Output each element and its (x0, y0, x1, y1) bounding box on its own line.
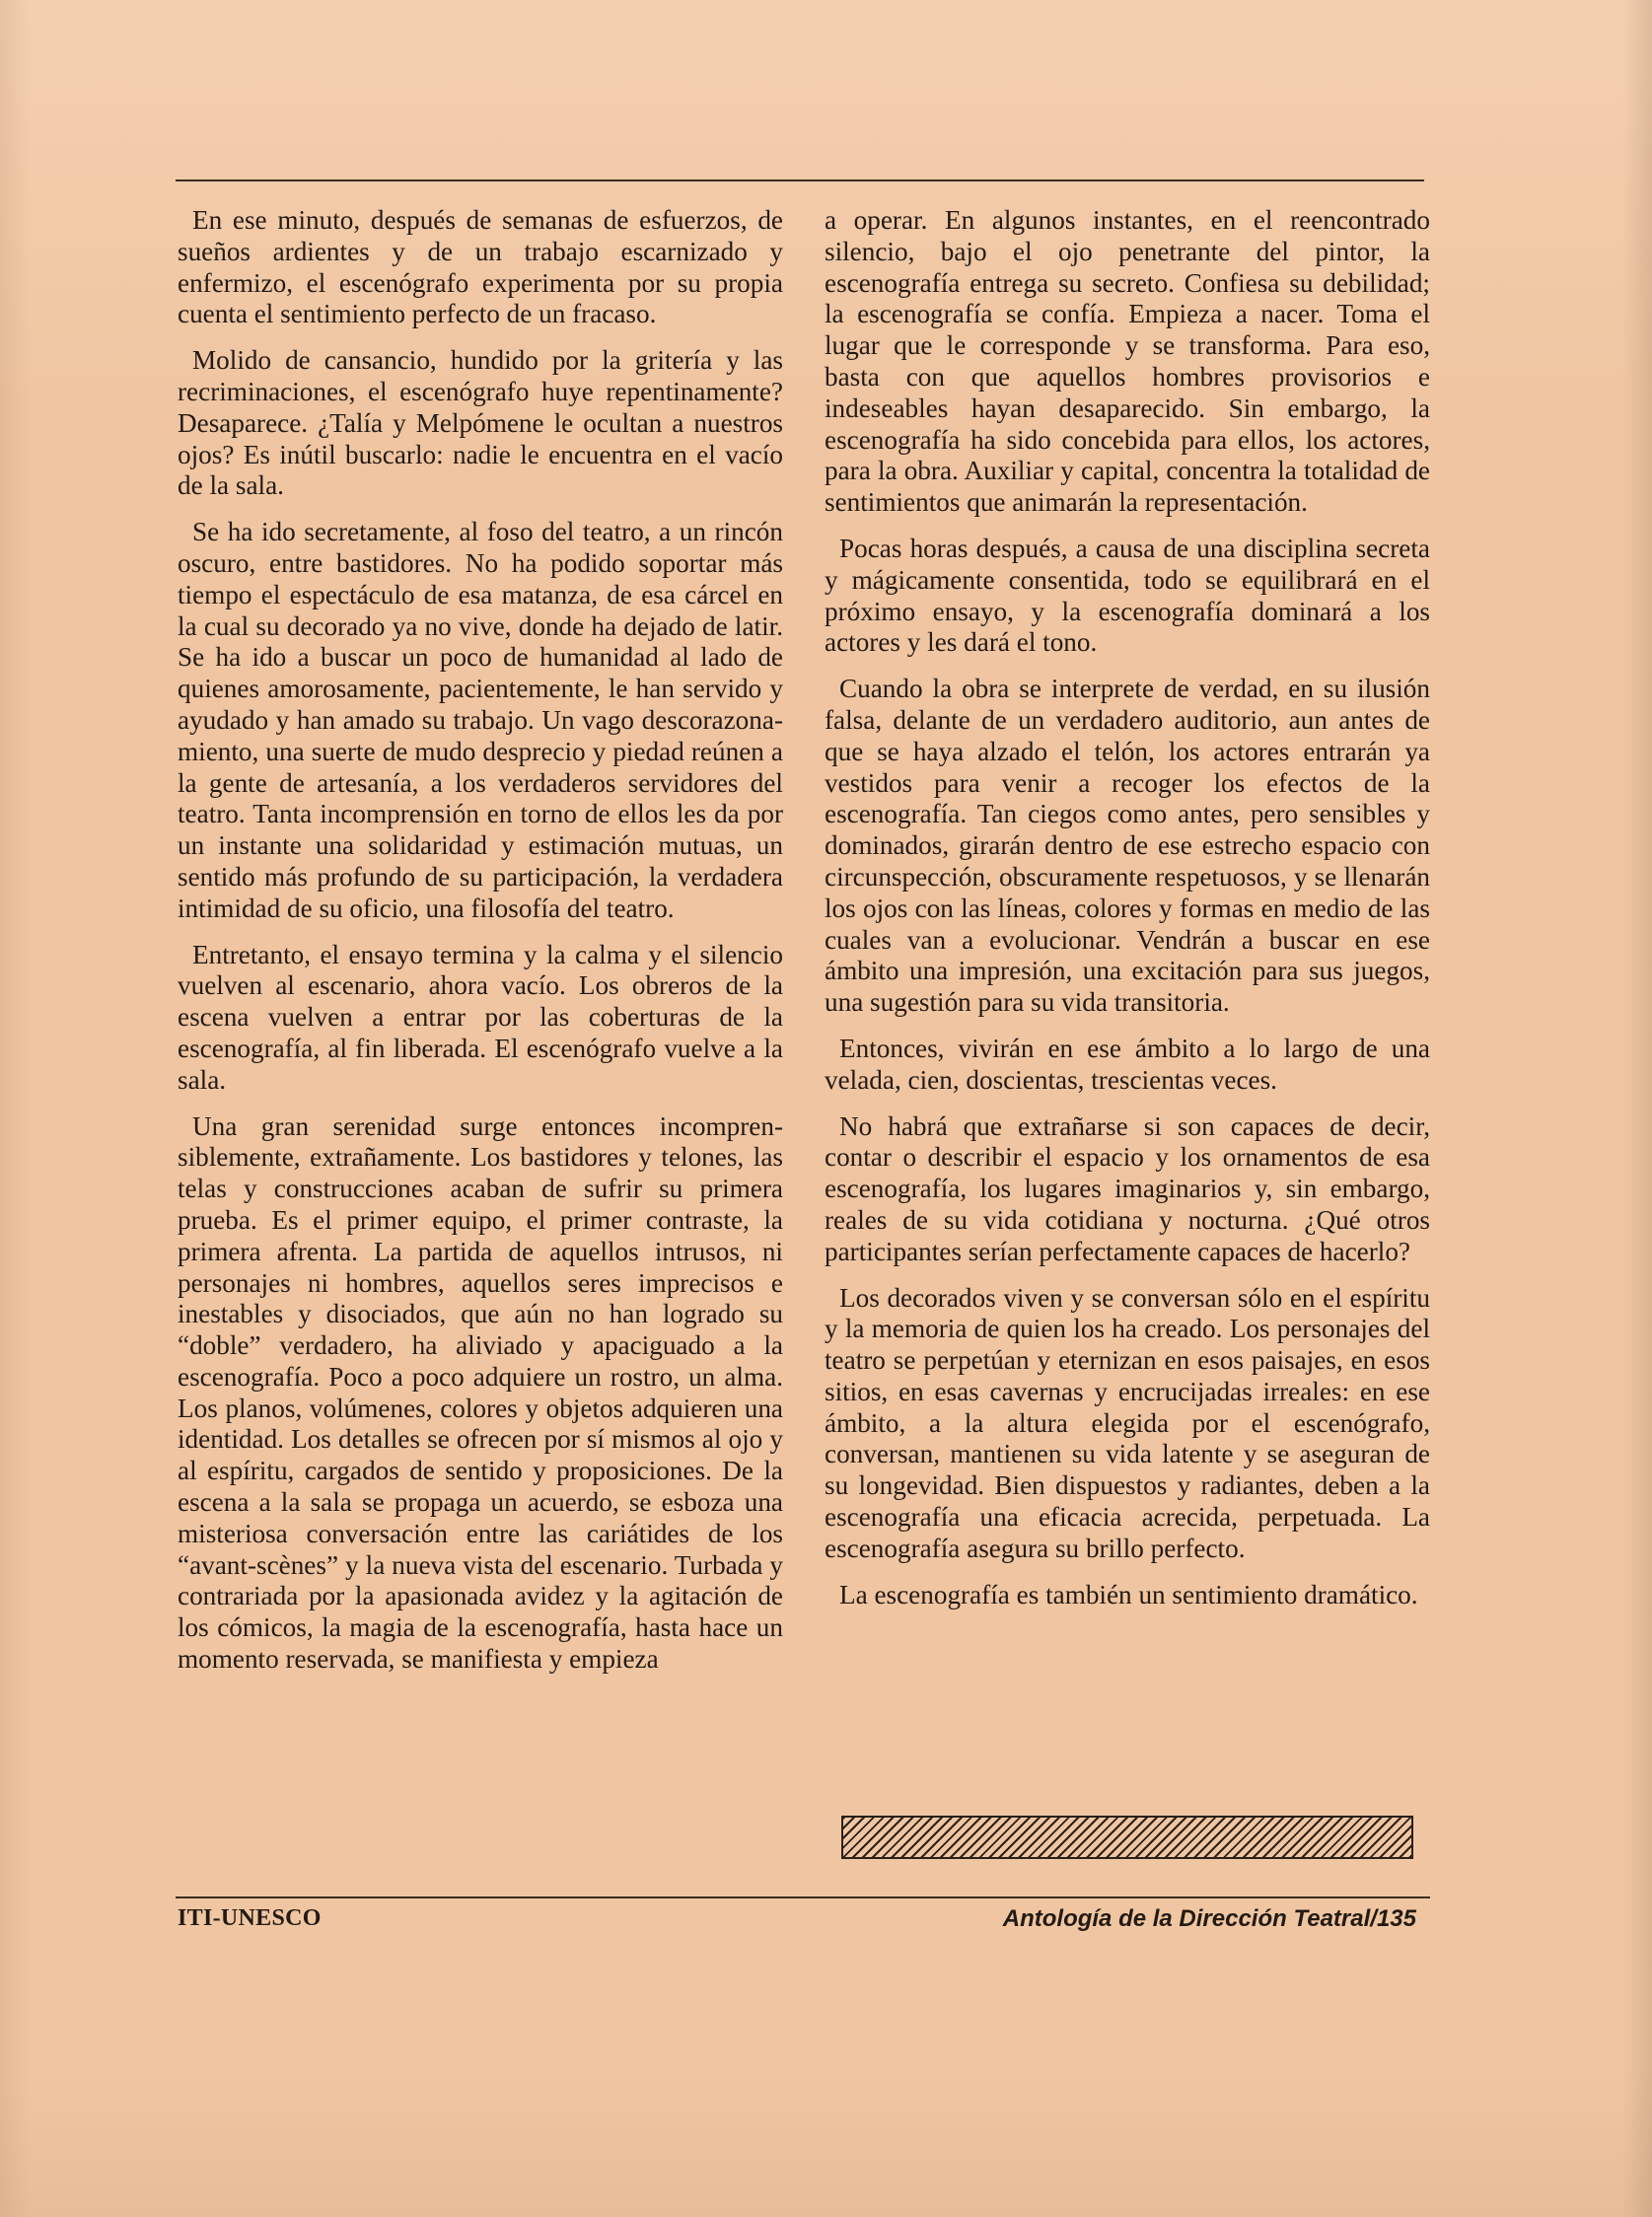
paragraph: En ese minuto, después de semanas de esfuerzos, de sueños ardientes y de un trabajo escarnizado y enfermizo, el escenógrafo experimenta por su propia cuenta el sentimiento perfecto de un fracaso. (178, 205, 783, 329)
paragraph: Entonces, vivirán en ese ámbito a lo largo de una velada, cien, doscientas, trescientas veces. (825, 1033, 1430, 1095)
footer-rule (176, 1896, 1430, 1898)
paragraph: Pocas horas después, a causa de una disciplina secreta y mágicamente consentida, todo se equilibrará en el próximo ensayo, y la escenografía dominará a los actores y les dará el tono. (825, 533, 1430, 658)
paragraph: La escenografía es también un sentimiento dramático. (839, 1579, 1418, 1609)
end-of-article-hatch-bar (841, 1816, 1413, 1859)
top-rule (176, 179, 1424, 181)
paragraph: Los decorados viven y se conversan sólo en el espíritu y la memoria de quien los ha creado. Los personajes del teatro se perpetúan y eternizan en esos paisajes, en esos sitios, en esas cavernas y encrucijadas irreales: en ese ámbito, a la altura elegida por el escenógrafo, conversan, mantienen su vida latente y se aseguran de su longevidad. Bien dispuestos y radiantes, deben a la escenografía una eficacia acrecida, perpetuada. La escenografía asegura su brillo perfecto. (825, 1282, 1430, 1563)
paragraph: Una gran serenidad surge entonces incomprensiblemente, extrañamente. Los bastidores y telones, las telas y construcciones acaban de sufrir su primera prueba. Es el primer equipo, el primer contraste, la primera afrenta. La partida de aquellos intrusos, ni personajes ni hombres, aquellos seres imprecisos e inestables y disociados, que aún no han logrado su “doble” verdadero, ha aliviado y apaciguado a la escenografía. Poco a poco adquiere un rostro, un alma. Los planos, volúmenes, colores y objetos adquieren una identidad. Los detalles se ofrecen por sí mismos al ojo y al espíritu, cargados de sentido y proposiciones. De la escena a la sala se propaga un acuerdo, se esboza una misteriosa conversación entre las cariátides de los “avant-scènes” y la nueva vista del escenario. Turbada y contrariada por la apasionada avidez y la agitación de los cómicos, la magia de la escenografía, hasta hace un momento reservada, se manifiesta y empieza (178, 1110, 783, 1675)
footer-publisher: ITI-UNESCO (178, 1905, 322, 1931)
left-column (178, 205, 783, 1690)
paragraph: Entretanto, el ensayo termina y la calma y el silencio vuelven al escenario, ahora vacío. Los obreros de la escena vuelven a entrar por las coberturas de la escenografía, al fin liberada. El escenógrafo vuelve a la sala. (178, 939, 783, 1095)
paragraph: Molido de cansancio, hundido por la gritería y las recriminaciones, el escenógrafo huye repentinamente? Desaparece. ¿Talía y Melpómene le ocultan a nuestros ojos? Es inútil buscarlo: nadie le encuentra en el vacío de la sala. (178, 345, 783, 501)
paragraph: a operar. En algunos instantes, en el reencontrado silencio, bajo el ojo penetrante del pintor, la escenografía entrega su secreto. Confiesa su debilidad; la escenografía se confía. Empieza a nacer. Toma el lugar que le corresponde y se transforma. Para eso, basta con que aquellos hombres provisorios e indeseables hayan desaparecido. Sin embargo, la escenografía ha sido concebida para ellos, los actores, para la obra. Auxiliar y capital, concentra la totalidad de sentimientos que animarán la representación. (825, 205, 1430, 518)
paragraph: Cuando la obra se interprete de verdad, en su ilusión falsa, delante de un verdadero auditorio, aun antes de que se haya alzado el telón, los actores entrarán ya vestidos para venir a recoger los efectos de la escenografía. Tan ciegos como antes, pero sensibles y dominados, girarán dentro de ese estrecho espacio con circunspección, obscuramente respetuosos, y se llenarán los ojos con las líneas, colores y formas en medio de las cuales van a evolucionar. Vendrán a buscar en ese ámbito una impresión, una excitación para sus juegos, una sugestión para su vida transitoria. (825, 674, 1430, 1018)
paragraph: No habrá que extrañarse si son capaces de decir, contar o describir el espacio y los ornamentos de esa escenografía, los lugares imaginarios y, sin embargo, reales de su vida cotidiana y nocturna. ¿Qué otros participantes serían perfectamente capaces de hacerlo? (825, 1110, 1430, 1266)
footer-running-title: Antología de la Dirección Teatral/135 (1002, 1905, 1416, 1932)
right-column (825, 205, 1430, 1625)
paragraph: Se ha ido secretamente, al foso del teatro, a un rincón oscuro, entre bastidores. No ha podido soportar más tiempo el espectáculo de esa matanza, de esa cárcel en la cual su decorado ya no vive, donde ha dejado de latir. Se ha ido a buscar un poco de humanidad al lado de quienes amorosamente, pacientemente, le han servido y ayudado y han amado su trabajo. Un vago descorazonamiento, una suerte de mudo desprecio y piedad reúnen a la gente de artesanía, a los verdaderos servidores del teatro. Tanta incomprensión en torno de ellos les da por un instante una solidaridad y estimación mutuas, un sentido más profundo de su participación, la verdadera intimidad de su oficio, una filosofía del teatro. (178, 517, 783, 923)
